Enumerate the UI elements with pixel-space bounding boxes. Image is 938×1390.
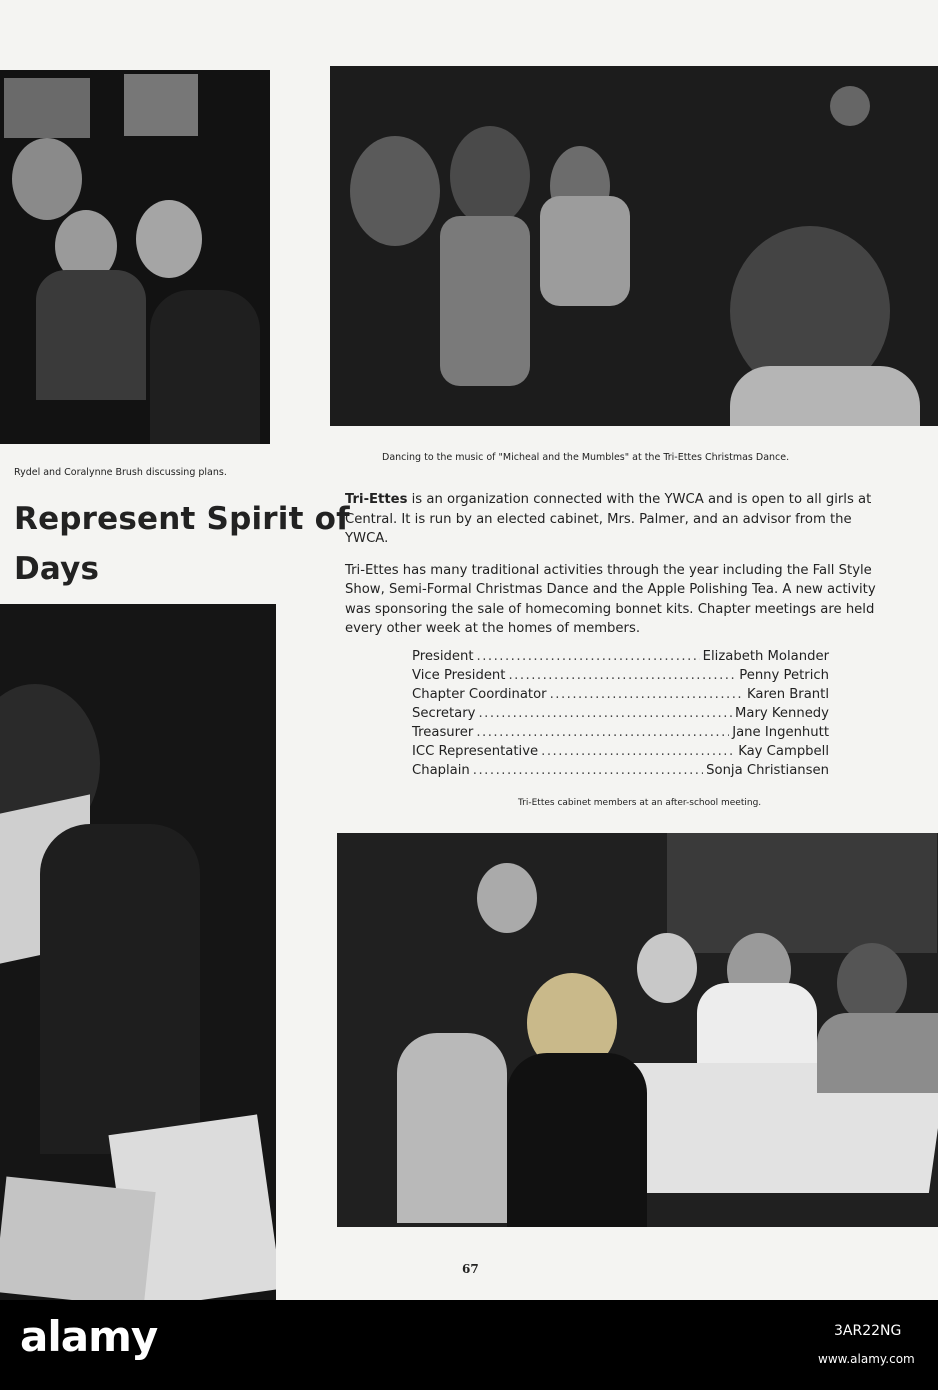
officer-row xyxy=(412,647,829,666)
paragraph-2: Tri-Ettes has many traditional activities through the year including the Fall Style Show, Semi-Formal Christmas Dance and the Apple Polishing Tea. A new activity was sponsoring the sale of homecoming bonnet kits. Chapter meetings are held every other week at the homes of members. xyxy=(345,562,876,636)
officer-row xyxy=(412,666,829,685)
officer-row xyxy=(412,704,829,723)
officer-role: President xyxy=(412,649,474,664)
caption-bottom-right: Tri-Ettes cabinet members at an after-school meeting. xyxy=(518,798,762,808)
officer-name: Karen Brantl xyxy=(746,687,829,702)
officer-name: Penny Petrich xyxy=(739,668,829,683)
officer-name: Elizabeth Molander xyxy=(702,649,829,664)
officer-row xyxy=(412,685,829,704)
caption-top-right: Dancing to the music of "Micheal and the Mumbles" at the Tri-Ettes Christmas Dance. xyxy=(382,452,790,463)
photo-cabinet-meeting xyxy=(337,833,938,1227)
headline-line-1: Represent Spirit of xyxy=(14,501,350,537)
officer-list xyxy=(412,647,829,780)
article-body xyxy=(345,490,880,651)
image-id: 3AR22NG xyxy=(834,1323,902,1339)
site-url: www.alamy.com xyxy=(818,1352,915,1366)
photo-christmas-dance xyxy=(330,66,938,426)
caption-top-left: Rydel and Coralynne Brush discussing plans. xyxy=(14,467,227,478)
page-number: 67 xyxy=(462,1262,479,1276)
brand-logo: alamy xyxy=(20,1312,158,1361)
headline-line-2: Days xyxy=(14,551,100,587)
officer-name: Mary Kennedy xyxy=(735,706,829,721)
officer-role: ICC Representative xyxy=(412,744,539,759)
officer-role: Secretary xyxy=(412,706,476,721)
officer-role: Vice President xyxy=(412,668,506,683)
officer-row xyxy=(412,742,829,761)
officer-name: Kay Campbell xyxy=(738,744,829,759)
officer-row xyxy=(412,723,829,742)
officer-role: Treasurer xyxy=(412,725,474,740)
officer-role: Chapter Coordinator xyxy=(412,687,547,702)
officer-role: Chaplain xyxy=(412,763,470,778)
photo-sewing xyxy=(0,604,276,1300)
paragraph-1-text: is an organization connected with the YWCA and is open to all girls at Central. It is run by an elected cabinet, Mrs. Palmer, and an advisor from the YWCA. xyxy=(345,492,872,546)
photo-rydel-coralynne xyxy=(0,70,270,444)
officer-name: Sonja Christiansen xyxy=(706,763,829,778)
page-headline xyxy=(14,494,350,594)
paragraph-1 xyxy=(345,490,880,549)
officer-row xyxy=(412,761,829,780)
paragraph-1-lead: Tri-Ettes xyxy=(345,492,408,507)
officer-name: Jane Ingenhutt xyxy=(732,725,829,740)
